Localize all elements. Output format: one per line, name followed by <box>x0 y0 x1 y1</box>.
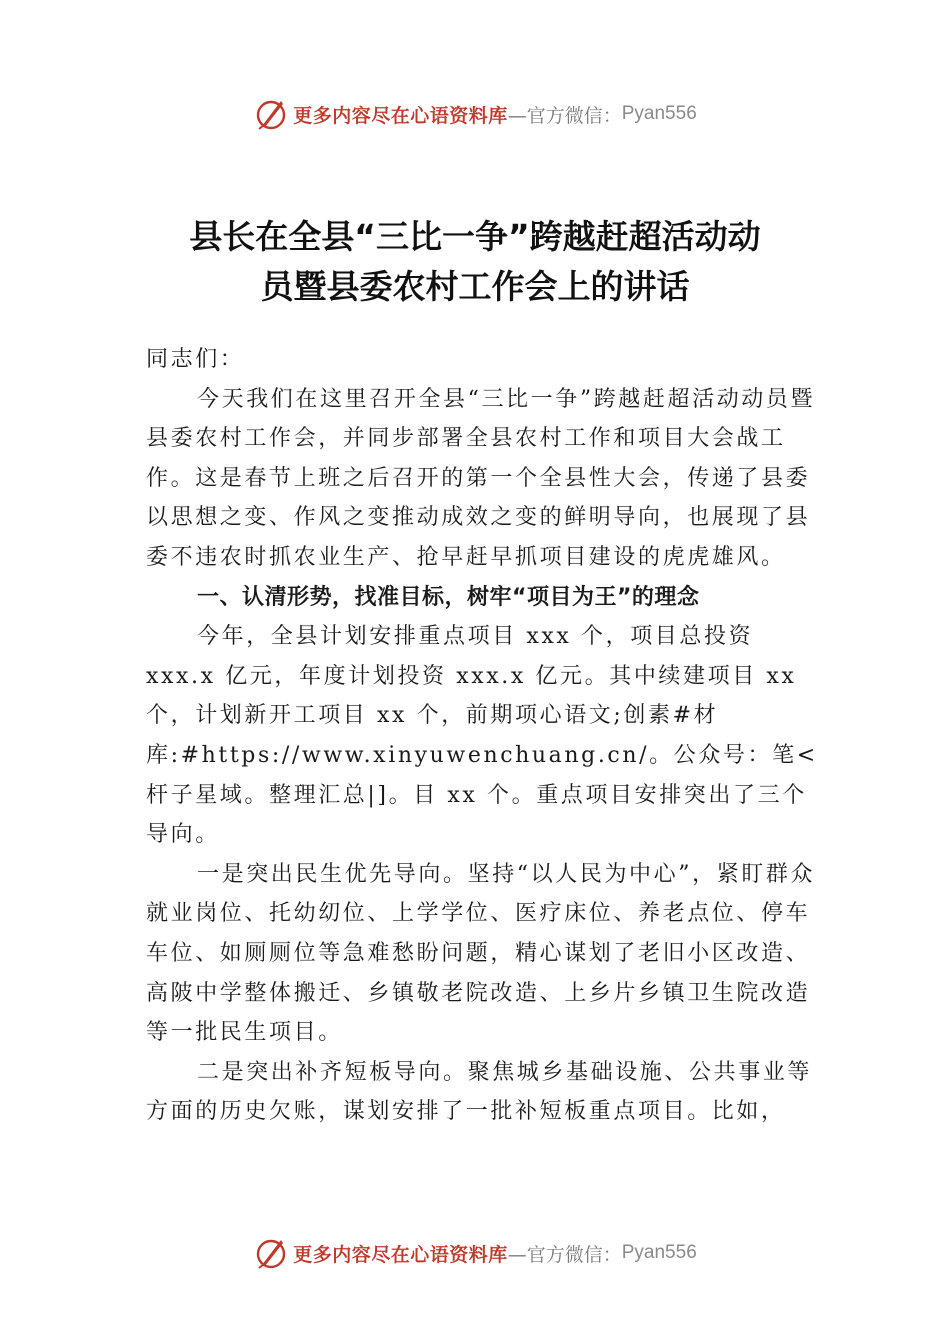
banner-wechat-id: Pyan556 <box>621 1242 697 1263</box>
header-banner <box>0 94 950 134</box>
banner-wechat-label: —官方微信： <box>507 104 622 127</box>
paragraph-2: 今年，全县计划安排重点项目 xxx 个，项目总投资 xxx.x 亿元，年度计划投资 xxx.x 亿元。其中续建项目 xx 个，计划新开工项目 xx 个，前期项心语文;创素#材库:#https://www.xinyuwenchuang.cn/。公众号：笔<杆子星域。整理汇总|]。目 xx 个。重点项目安排突出了三个导向。 <box>146 624 818 848</box>
document-title <box>100 212 850 312</box>
footer-banner <box>0 1233 950 1273</box>
document-body <box>146 340 822 1132</box>
banner-wechat-label: —官方微信： <box>507 1243 622 1266</box>
salutation: 同志们： <box>146 347 245 372</box>
quill-pen-logo-icon <box>253 1235 289 1271</box>
quill-pen-logo-icon <box>253 96 289 132</box>
paragraph-3: 一是突出民生优先导向。坚持“以人民为中心”，紧盯群众就业岗位、托幼㓜位、上学学位、医疗床位、养老点位、停车车位、如厕厕位等急难愁盼问题，精心谋划了老旧小区改造、高陂中学整体搬迁、乡镇敬老院改造、上乡片乡镇卫生院改造等一批民生项目。 <box>146 861 816 1046</box>
banner-site-name: 更多内容尽在心语资料库 <box>293 1243 508 1266</box>
title-line-1: 县长在全县“三比一争”跨越赶超活动动 <box>189 217 761 256</box>
title-line-2: 员暨县委农村工作会上的讲话 <box>260 267 690 306</box>
banner-site-name: 更多内容尽在心语资料库 <box>293 104 508 127</box>
paragraph-1: 今天我们在这里召开全县“三比一争”跨越赶超活动动员暨县委农村工作会，并同步部署全县农村工作和项目大会战工作。这是春节上班之后召开的第一个全县性大会，传递了县委以思想之变、作风之变推动成效之变的鲜明导向，也展现了县委不违农时抓农业生产、抢早赶早抓项目建设的虎虎雄风。 <box>146 386 816 570</box>
section-heading-1: 一、认清形势，找准目标，树牢“项目为王”的理念 <box>197 584 700 610</box>
banner-wechat-id: Pyan556 <box>621 103 697 124</box>
paragraph-4: 二是突出补齐短板导向。聚焦城乡基础设施、公共事业等方面的历史欠账，谋划安排了一批补短板重点项目。比如， <box>146 1059 813 1125</box>
